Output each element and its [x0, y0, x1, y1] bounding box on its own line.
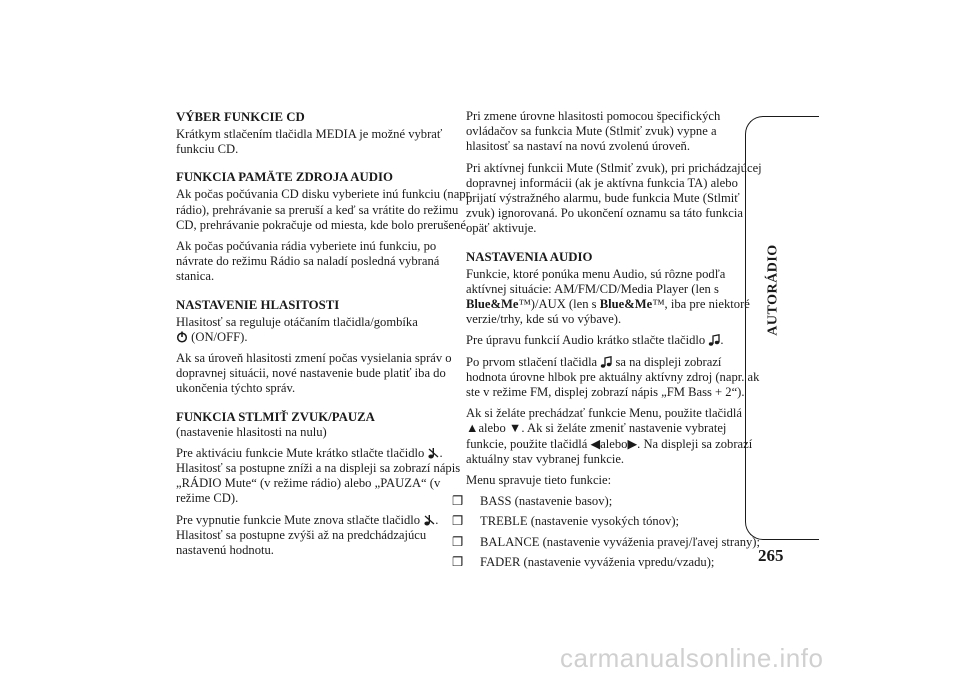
- paragraph: Ak počas počúvania rádia vyberiete inú funkciu, po návrate do režimu Rádio sa naladí posledná vybraná stanica.: [176, 239, 440, 284]
- chapter-tab-text: AUTORÁDIO: [766, 244, 781, 336]
- paragraph: [466, 355, 762, 401]
- text: . Hlasitosť sa postupne zvýši až na predchádzajúcu nastavenú hodnotu.: [176, 512, 439, 558]
- paragraph: Ak počas počúvania CD disku vyberiete inú funkciu (napr. rádio), prehrávanie sa preruší a keď sa vrátite do režimu CD, prehrávanie pokračuje od miesta, kde bolo prerušené.: [176, 187, 473, 232]
- list-item: [452, 494, 762, 509]
- paragraph: Pri zmene úrovne hlasitosti pomocou špecifických ovládačov sa funkcia Mute (Stlmiť zvuk) vypne a hlasitosť sa nastaví na novú zvolenú úroveň.: [466, 109, 721, 154]
- text: (ON/OFF).: [191, 329, 248, 344]
- paragraph: [176, 513, 476, 559]
- checkbox-bullet-icon: ❒: [452, 534, 464, 549]
- text: . Hlasitosť sa postupne zníži a na displeji sa zobrazí nápis „RÁDIO Mute“ (v režime rádio) alebo „PAUZA“ (v režime CD).: [176, 445, 461, 506]
- paragraph: Ak sa úroveň hlasitosti zmení počas vysielania správ o dopravnej situácii, nové nastavenie bude platiť iba do ukončenia týchto správ.: [176, 351, 452, 396]
- text: .: [720, 333, 724, 348]
- heading-mute-pause: FUNKCIA STLMIŤ ZVUK/PAUZA: [176, 409, 375, 424]
- down-arrow-icon: ▼: [508, 421, 522, 436]
- brand-name: Blue&Me: [466, 297, 519, 312]
- text: Pre vypnutie funkcie Mute znova stlačte tlačidlo: [176, 512, 421, 527]
- paragraph: [466, 267, 762, 328]
- list-item: [452, 534, 762, 550]
- text: Pre úpravu funkcií Audio krátko stlačte tlačidlo: [466, 333, 706, 348]
- heading-audio-settings: NASTAVENIA AUDIO: [466, 249, 593, 264]
- text: Hlasitosť sa reguluje otáčaním tlačidla/gombíka: [176, 314, 418, 329]
- checkbox-bullet-icon: ❒: [452, 554, 464, 569]
- music-note-icon: [708, 334, 720, 346]
- mute-note-icon: [427, 447, 439, 459]
- heading-subtitle: (nastavenie hlasitosti na nulu): [176, 424, 327, 439]
- paragraph: [176, 315, 476, 345]
- up-arrow-icon: ▲: [466, 421, 479, 436]
- text: . Na displeji sa zobrazí aktuálny stav vybranej funkcie.: [466, 436, 753, 466]
- text: ™, iba pre niektoré verzie/trhy, kde sú vo výbave).: [466, 297, 750, 327]
- brand-name: Blue&Me: [599, 297, 653, 312]
- right-column: [452, 109, 762, 575]
- paragraph: Pri aktívnej funkcii Mute (Stlmiť zvuk), pri prichádzajúcej dopravnej informácii (ak je aktívna funkcia TA) alebo prijatí výstražného alarmu, bude funkcia Mute (Stlmiť zvuk) ignorovaná. Po ukončení oznamu sa táto funkcia opäť aktivuje.: [466, 160, 762, 236]
- text: alebo: [600, 436, 628, 451]
- text: ™)/AUX (len s: [518, 297, 597, 312]
- left-arrow-icon: ◀: [590, 436, 601, 451]
- list-item: [452, 554, 762, 570]
- checkbox-bullet-icon: ❒: [452, 494, 464, 509]
- text: . Ak si želáte zmeniť nastavenie vybratej funkcie, použite tlačidlá: [466, 421, 727, 451]
- text: alebo: [478, 421, 506, 436]
- checkbox-bullet-icon: ❒: [452, 514, 464, 529]
- right-arrow-icon: ▶: [627, 436, 638, 451]
- power-knob-icon: [176, 331, 188, 343]
- page-number: 265: [758, 546, 784, 565]
- list-item-text: BASS (nastavenie basov);: [480, 494, 613, 509]
- heading-volume: NASTAVENIE HLASITOSTI: [176, 297, 340, 312]
- paragraph: [466, 406, 762, 467]
- paragraph: [176, 446, 476, 507]
- text: sa na displeji zobrazí hodnota úrovne hlbok pre aktuálny aktívny zdroj (napr. ak ste v režime FM, displej zobrazí nápis „FM Bass + 2“).: [466, 354, 760, 400]
- paragraph: Krátkym stlačením tlačidla MEDIA je možné vybrať funkciu CD.: [176, 127, 443, 157]
- watermark: carmanualsonline.info: [560, 643, 824, 673]
- list-item-text: TREBLE (nastavenie vysokých tónov);: [480, 514, 680, 529]
- text: Funkcie, ktoré ponúka menu Audio, sú rôzne podľa aktívnej situácie: AM/FM/CD/Media Player (len s: [466, 266, 726, 296]
- heading-audio-source-memory: FUNKCIA PAMÄTE ZDROJA AUDIO: [176, 170, 393, 185]
- left-column: [176, 109, 479, 564]
- list-item-text: BALANCE (nastavenie vyváženia pravej/ľavej strany);: [480, 534, 760, 549]
- paragraph: [466, 333, 762, 348]
- text: Po prvom stlačení tlačidla: [466, 354, 598, 369]
- heading-cd-select: VÝBER FUNKCIE CD: [176, 110, 305, 124]
- text: Pre aktiváciu funkcie Mute krátko stlačte tlačidlo: [176, 445, 425, 460]
- chapter-tab-label: [762, 230, 786, 350]
- mute-note-icon: [423, 514, 435, 526]
- list-item: [452, 514, 762, 529]
- text: Ak si želáte prechádzať funkcie Menu, použite tlačidlá: [466, 406, 743, 421]
- paragraph: Menu spravuje tieto funkcie:: [466, 473, 612, 488]
- music-note-icon: [600, 356, 612, 368]
- list-item-text: FADER (nastavenie vyváženia vpredu/vzadu);: [480, 554, 715, 569]
